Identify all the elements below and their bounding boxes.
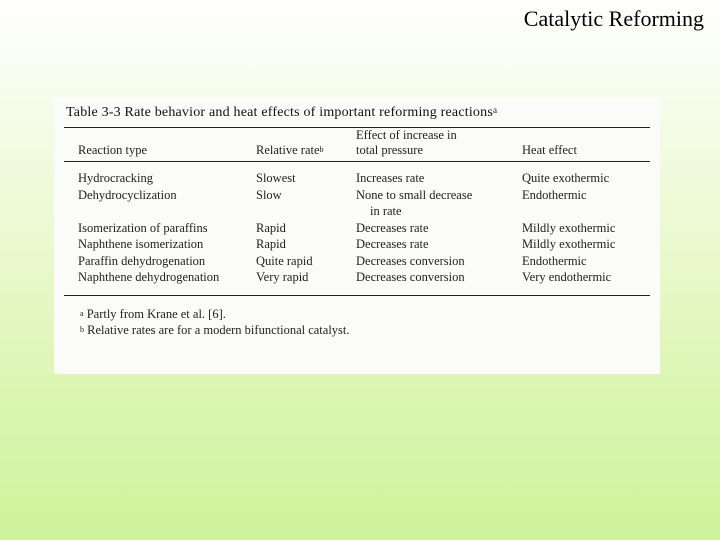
cell-pressure: Decreases conversion — [356, 270, 465, 284]
cell-pressure-continued: in rate — [370, 204, 402, 218]
cell-heat: Endothermic — [522, 253, 587, 268]
table-row — [66, 187, 648, 204]
header-heat-effect: Heat effect — [522, 142, 577, 157]
cell-pressure: Increases rate — [356, 171, 425, 185]
header-row — [66, 128, 648, 158]
cell-rate: Quite rapid — [256, 253, 313, 268]
table-row — [66, 269, 648, 286]
cell-heat: Very endothermic — [522, 270, 612, 284]
cell-reaction: Dehydrocyclization — [78, 187, 177, 202]
cell-rate: Very rapid — [256, 270, 309, 284]
footnote: $^a$ Partly from Krane et al. [6]. — [80, 306, 226, 321]
cell-pressure: Decreases rate — [356, 220, 429, 235]
cell-reaction: Naphthene isomerization — [78, 237, 204, 251]
table-caption — [66, 105, 648, 121]
caption-footnote-mark: a — [492, 105, 498, 115]
footnote: $^b$ Relative rates are for a modern bifunctional catalyst. — [80, 322, 350, 337]
header-rule — [64, 161, 650, 162]
cell-reaction: Naphthene dehydrogenation — [78, 270, 220, 284]
cell-pressure: Decreases conversion — [356, 253, 465, 268]
table-row-continuation — [66, 203, 648, 220]
cell-heat: Mildly exothermic — [522, 237, 616, 251]
cell-rate: Slow — [256, 187, 282, 202]
reactions-table-body — [66, 170, 648, 286]
cell-pressure: Decreases rate — [356, 237, 429, 251]
cell-heat: Quite exothermic — [522, 171, 610, 185]
table-row — [66, 236, 648, 253]
table-image — [54, 97, 660, 374]
footnotes — [66, 306, 648, 338]
bottom-rule — [64, 295, 650, 296]
cell-reaction: Paraffin dehydrogenation — [78, 253, 206, 268]
cell-reaction: Isomerization of paraffins — [78, 220, 208, 235]
header-pressure-effect: Effect of increase in total pressure — [356, 128, 457, 157]
table-row — [66, 170, 648, 187]
reactions-table — [66, 128, 648, 158]
header-reaction-type: Reaction type — [78, 142, 148, 157]
table-caption-text: Table 3-3 Rate behavior and heat effects of important reforming reactions — [66, 105, 493, 120]
cell-heat: Mildly exothermic — [522, 220, 616, 235]
cell-rate: Rapid — [256, 220, 286, 235]
header-relative-rate: Relative rate$^b$ — [256, 142, 324, 157]
table-row — [66, 253, 648, 270]
slide-title: Catalytic Reforming — [523, 6, 704, 31]
cell-reaction: Hydrocracking — [78, 171, 153, 185]
cell-pressure: None to small decrease — [356, 187, 473, 202]
table-row — [66, 220, 648, 237]
cell-rate: Slowest — [256, 171, 296, 185]
cell-heat: Endothermic — [522, 187, 587, 202]
cell-rate: Rapid — [256, 237, 286, 251]
